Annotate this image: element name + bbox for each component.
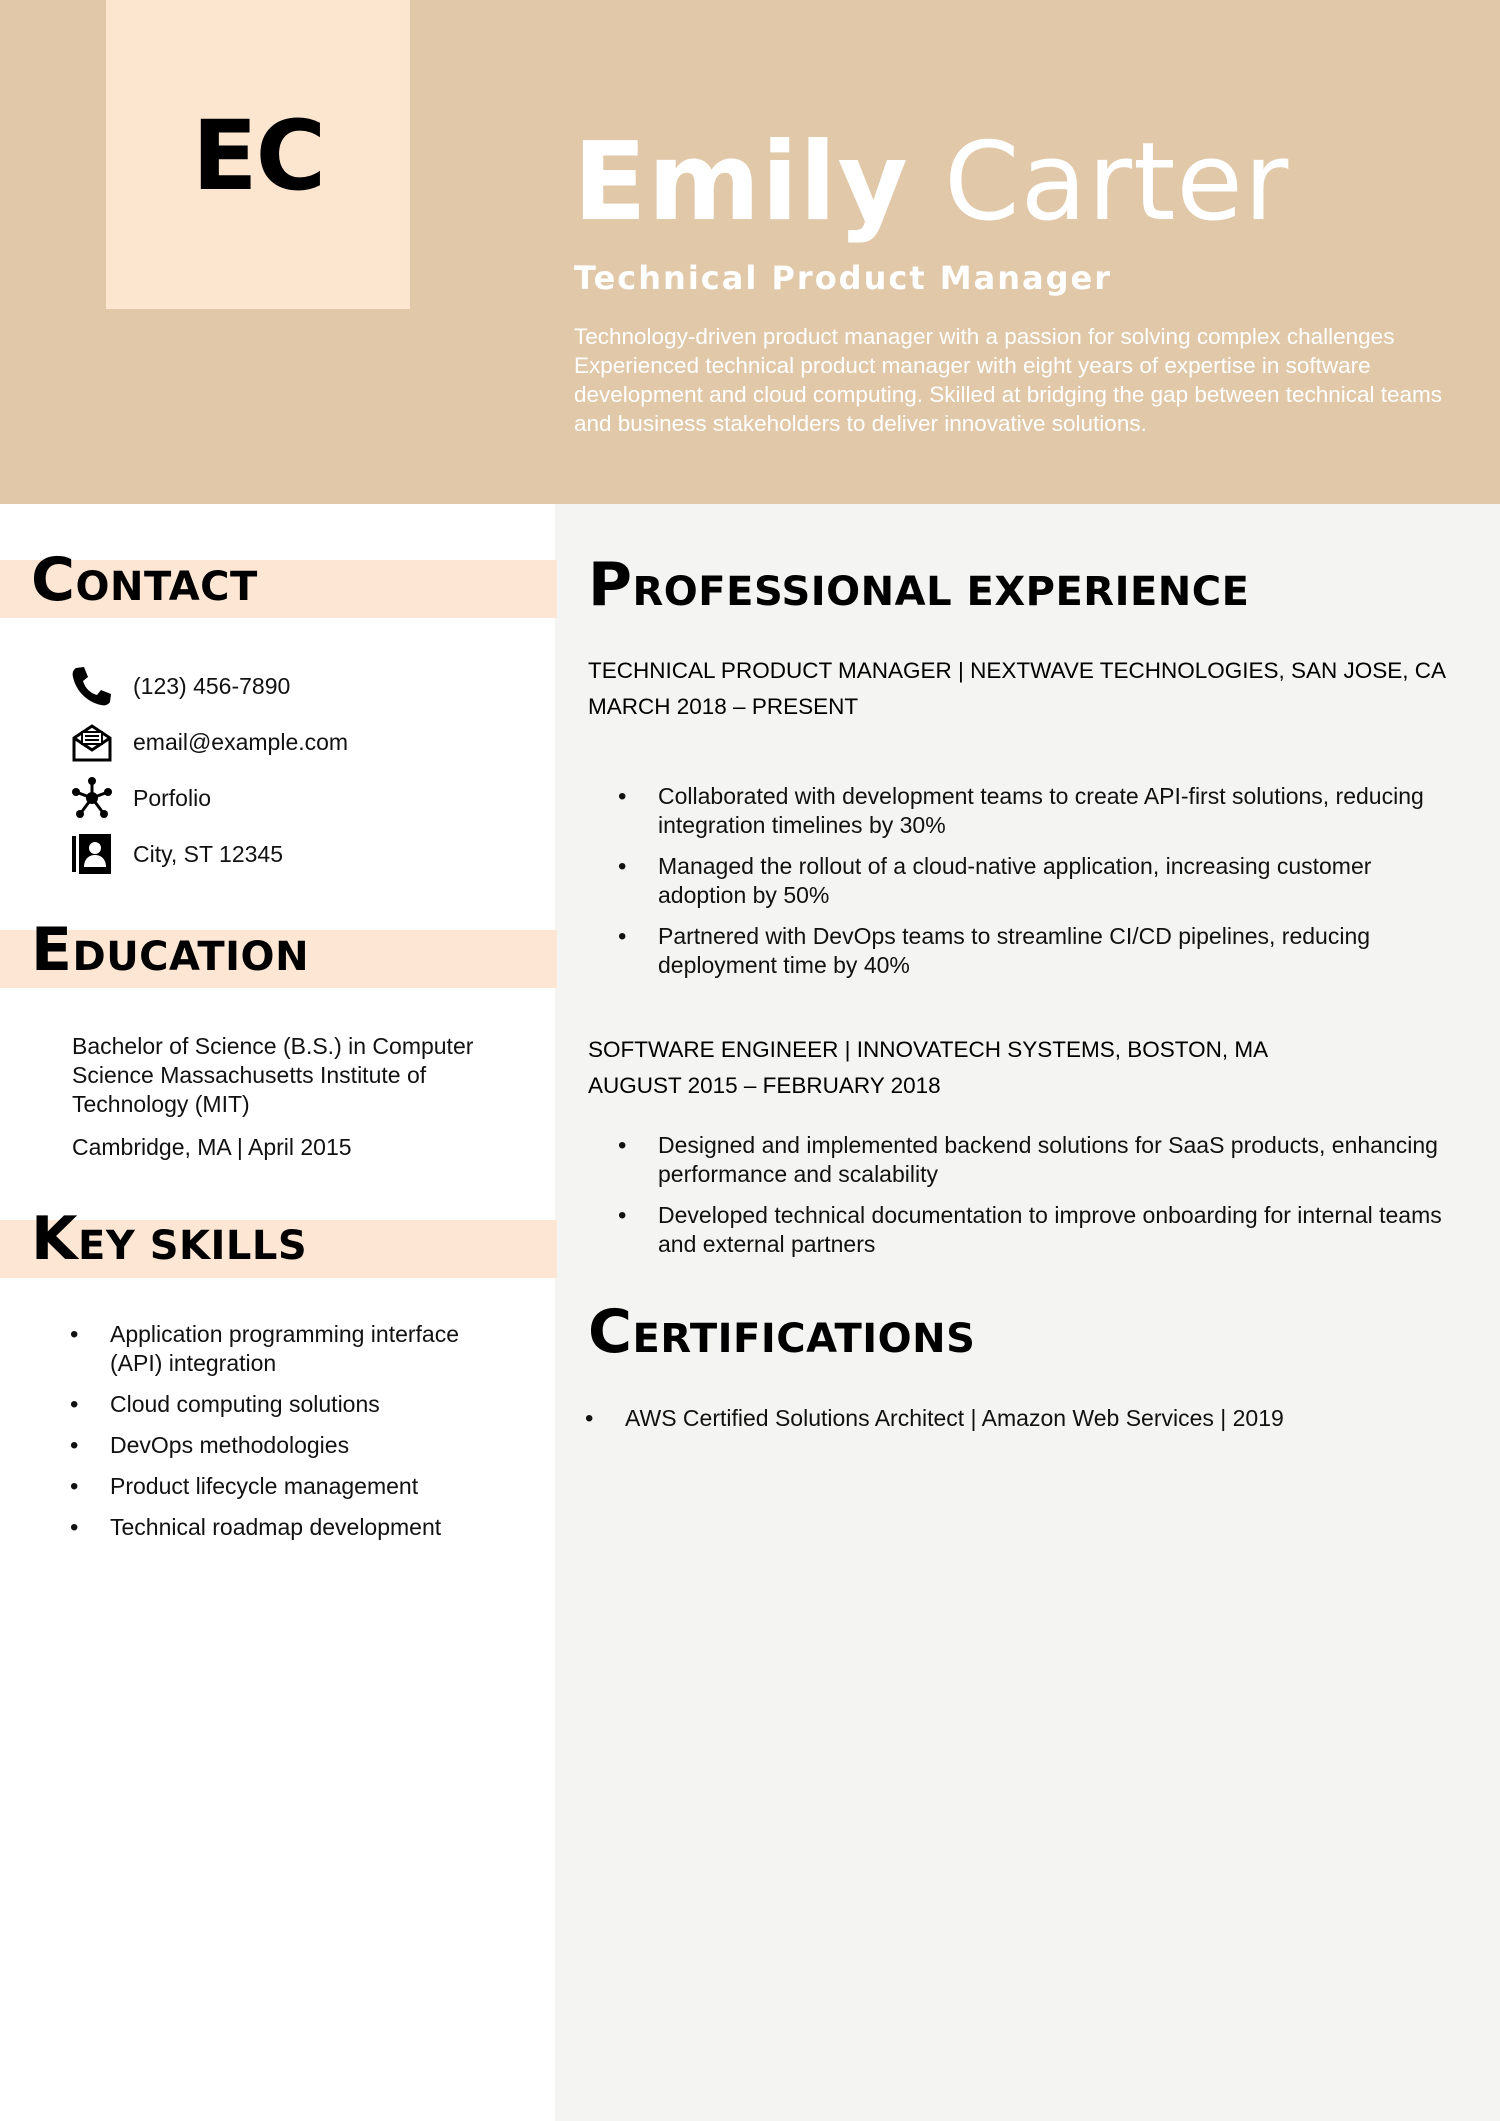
job-entry-1-header (588, 656, 1458, 722)
education-entry (72, 1032, 512, 1162)
job-title-company: SOFTWARE ENGINEER | INNOVATECH SYSTEMS, BOSTON, MA (588, 1037, 1269, 1062)
phone-number: (123) 456-7890 (133, 672, 291, 699)
full-name (573, 120, 1289, 245)
list-item: • Product lifecycle management (70, 1472, 510, 1501)
skills-heading (31, 1204, 307, 1274)
list-item: • Technical roadmap development (70, 1513, 510, 1542)
email-address: email@example.com (133, 728, 349, 755)
certifications-heading (588, 1297, 975, 1367)
first-name: Emily (573, 120, 909, 245)
experience-heading-cap: P (588, 550, 633, 620)
email-icon (70, 720, 114, 764)
list-item: • Collaborated with development teams to create API-first solutions, reducing integration timelines by 30% (618, 782, 1448, 840)
header-banner (0, 0, 1500, 504)
contact-phone[interactable] (70, 664, 290, 708)
contact-heading (31, 545, 258, 615)
certifications-heading-cap: C (588, 1297, 633, 1367)
skills-heading-cap: K (31, 1204, 78, 1274)
list-item: • Partnered with DevOps teams to streamline CI/CD pipelines, reducing deployment time by 40% (618, 922, 1448, 980)
portfolio-link: Porfolio (133, 784, 211, 811)
experience-heading (588, 550, 1249, 620)
list-item: • DevOps methodologies (70, 1431, 510, 1460)
skills-list (70, 1320, 510, 1554)
contact-portfolio[interactable] (70, 776, 211, 820)
certifications-list (585, 1404, 1415, 1445)
contact-heading-cap: C (31, 545, 76, 615)
contact-address[interactable] (70, 832, 283, 876)
monogram-box (106, 0, 410, 309)
contact-email[interactable] (70, 720, 348, 764)
list-item: • Designed and implemented backend solutions for SaaS products, enhancing performance and scalability (618, 1131, 1448, 1189)
portfolio-icon (70, 776, 114, 820)
address-icon (70, 832, 114, 876)
degree: Bachelor of Science (B.S.) in Computer Science Massachusetts Institute of Technology (MIT) (72, 1033, 474, 1117)
education-location-date: Cambridge, MA | April 2015 (72, 1134, 352, 1160)
education-heading-rest: DUCATION (72, 934, 310, 980)
monogram: EC (191, 100, 325, 212)
list-item: • Managed the rollout of a cloud-native application, increasing customer adoption by 50% (618, 852, 1448, 910)
last-name: Carter (944, 120, 1290, 245)
job-title: Technical Product Manager (574, 259, 1112, 297)
education-heading (31, 915, 309, 985)
contact-heading-rest: ONTACT (75, 564, 258, 610)
list-item: • Cloud computing solutions (70, 1390, 510, 1419)
list-item: • Application programming interface (API) integration (70, 1320, 510, 1378)
job-entry-2-header (588, 1035, 1458, 1101)
experience-heading-rest: ROFESSIONAL EXPERIENCE (632, 569, 1250, 615)
job-dates: AUGUST 2015 – FEBRUARY 2018 (588, 1073, 941, 1098)
list-item: • Developed technical documentation to improve onboarding for internal teams and external partners (618, 1201, 1448, 1259)
phone-icon (70, 664, 114, 708)
education-heading-cap: E (31, 915, 73, 985)
skills-heading-rest: EY SKILLS (78, 1223, 308, 1269)
job-entry-2-bullets (618, 1131, 1448, 1271)
profile-summary: Technology-driven product manager with a passion for solving complex challenges Experienced technical product manager with eight years of expertise in software development and cloud computing. Skilled at bridging the gap between technical teams and business stakeholders to deliver innovative solutions. (574, 324, 1443, 436)
list-item: • AWS Certified Solutions Architect | Amazon Web Services | 2019 (585, 1404, 1415, 1433)
certifications-heading-rest: ERTIFICATIONS (632, 1316, 976, 1362)
job-dates: MARCH 2018 – PRESENT (588, 694, 859, 719)
job-title-company: TECHNICAL PRODUCT MANAGER | NEXTWAVE TECHNOLOGIES, SAN JOSE, CA (588, 658, 1447, 683)
job-entry-1-bullets (618, 782, 1448, 992)
city-state-zip: City, ST 12345 (133, 840, 284, 867)
